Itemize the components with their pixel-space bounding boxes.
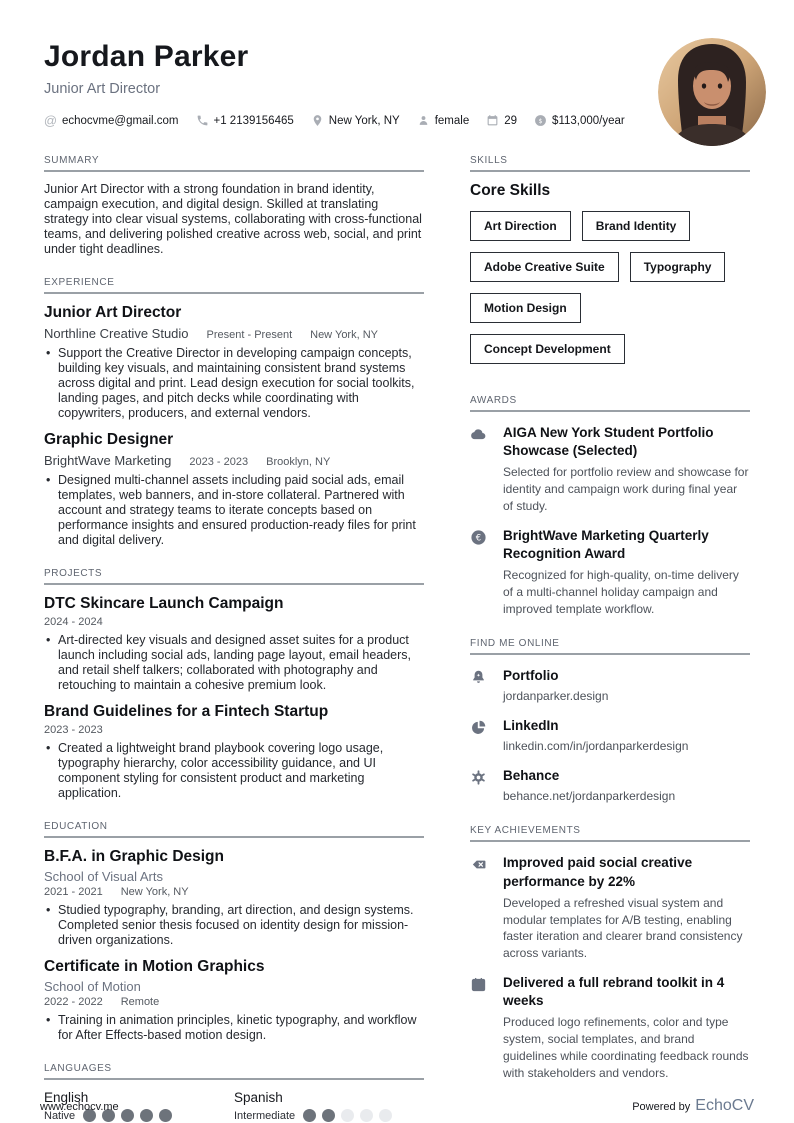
skill-pill: Typography xyxy=(630,252,726,282)
phone-icon xyxy=(196,114,209,127)
contact-phone[interactable] xyxy=(196,114,294,127)
education-bullet: • Studied typography, branding, art direction, and design systems. Completed senior thesis focused on identity design for mission-driven organizations. xyxy=(44,903,424,948)
online-link-label: LinkedIn xyxy=(503,717,559,733)
experience-item xyxy=(44,431,424,548)
svg-text:€: € xyxy=(475,533,482,544)
powered-by xyxy=(632,1097,754,1115)
contact-salary-text: $113,000/year xyxy=(552,114,625,127)
footer xyxy=(40,1097,754,1115)
experience-title: Graphic Designer xyxy=(44,431,174,448)
project-item xyxy=(44,703,424,801)
contact-email-text: echocvme@gmail.com xyxy=(62,114,179,127)
education-location: New York, NY xyxy=(120,886,189,898)
achievement-title: Delivered a full rebrand toolkit in 4 weeks xyxy=(503,974,725,1009)
education-school: School of Motion xyxy=(44,979,141,994)
skills-group-title: Core Skills xyxy=(470,182,551,199)
awards-label: AWARDS xyxy=(470,395,517,406)
section-find-me-online xyxy=(470,638,750,806)
footer-site-url[interactable]: www.echocv.me xyxy=(40,1101,119,1113)
achievement-title: Improved paid social creative performance by 22% xyxy=(503,855,693,889)
calendar-outline-icon xyxy=(470,974,488,1082)
languages-label: LANGUAGES xyxy=(44,1063,112,1074)
experience-title: Junior Art Director xyxy=(44,304,182,321)
education-label: EDUCATION xyxy=(44,821,108,832)
contact-age xyxy=(486,114,517,127)
euro-circle-icon xyxy=(470,527,488,618)
section-rule xyxy=(470,653,750,655)
achievement-desc: Developed a refreshed visual system and modular templates for A/B testing, enabling faster iteration and clearer brand consistency across variants. xyxy=(503,895,743,961)
section-rule xyxy=(470,170,750,172)
summary-label: SUMMARY xyxy=(44,155,100,166)
project-dates: 2024 - 2024 xyxy=(44,616,103,628)
section-summary xyxy=(44,155,424,257)
education-location: Remote xyxy=(120,996,160,1008)
section-rule xyxy=(44,1078,424,1080)
online-link-item xyxy=(470,717,750,755)
experience-company: Northline Creative Studio xyxy=(44,326,189,341)
achievement-item xyxy=(470,854,750,962)
brand-logo-text[interactable]: EchoCV xyxy=(695,1097,754,1114)
svg-text:✦: ✦ xyxy=(476,672,481,679)
project-bullet: • Art-directed key visuals and designed asset suites for a product launch including social ads, landing page layout, email headers, and retail shelf talkers; collaborated with photography and retouching to maintain a cohesive premium look. xyxy=(44,633,424,693)
svg-text:$: $ xyxy=(538,117,543,125)
award-title: AIGA New York Student Portfolio Showcase (Selected) xyxy=(503,425,714,459)
header xyxy=(44,40,750,127)
language-level: Native xyxy=(44,1109,76,1122)
online-label: FIND ME ONLINE xyxy=(470,637,560,649)
section-rule xyxy=(44,170,424,172)
section-skills xyxy=(470,155,750,375)
education-degree: B.F.A. in Graphic Design xyxy=(44,848,224,865)
project-title: Brand Guidelines for a Fintech Startup xyxy=(44,703,329,720)
education-bullet: • Training in animation principles, kinetic typography, and workflow for After Effects-based motion design. xyxy=(44,1013,424,1043)
contact-location xyxy=(311,114,400,127)
award-title: BrightWave Marketing Quarterly Recognition Award xyxy=(503,527,709,562)
page-title: Jordan Parker xyxy=(44,40,249,73)
project-item xyxy=(44,595,424,693)
section-rule xyxy=(470,840,750,842)
experience-bullet: • Designed multi-channel assets including paid social ads, email templates, web banners, and in-store collateral. Partnered with account and strategy teams to iterate concepts based on performance insights and ensured production-ready files for print and digital delivery. xyxy=(44,473,424,548)
skill-pill: Brand Identity xyxy=(582,211,691,241)
online-link-label: Behance xyxy=(503,768,560,784)
left-column xyxy=(44,155,424,1122)
experience-item xyxy=(44,304,424,421)
calendar-icon xyxy=(486,114,499,127)
experience-location: New York, NY xyxy=(310,329,378,341)
tag-x-icon xyxy=(470,854,488,962)
education-item xyxy=(44,848,424,948)
avatar xyxy=(658,38,766,146)
skill-pill: Adobe Creative Suite xyxy=(470,252,619,282)
bell-icon xyxy=(470,667,488,705)
skill-pill: Motion Design xyxy=(470,293,581,323)
contact-location-text: New York, NY xyxy=(328,114,400,127)
powered-by-prefix: Powered by xyxy=(632,1101,691,1113)
experience-dates: 2023 - 2023 xyxy=(189,456,249,468)
contact-gender-text: female xyxy=(434,114,470,127)
education-item xyxy=(44,958,424,1043)
at-icon: @ xyxy=(43,113,58,128)
summary-text: Junior Art Director with a strong foundation in brand identity, campaign execution, and digital design. Skilled at translating strategy into clear visual systems, collaborating with cross-functional teams, and delivering polished creative across web, social, and print under tight deadlines. xyxy=(44,182,422,256)
dollar-circle-icon xyxy=(534,114,547,127)
skill-pills xyxy=(470,211,750,375)
projects-label: PROJECTS xyxy=(44,568,103,579)
award-item xyxy=(470,527,750,618)
education-dates: 2021 - 2021 xyxy=(44,886,103,898)
contact-salary xyxy=(534,114,625,127)
education-degree: Certificate in Motion Graphics xyxy=(44,958,265,975)
location-pin-icon xyxy=(311,114,324,127)
experience-company: BrightWave Marketing xyxy=(44,453,172,468)
award-desc: Selected for portfolio review and showcase for identity and campaign work during final year of study. xyxy=(503,465,749,514)
online-link-label: Portfolio xyxy=(503,667,559,683)
education-school: School of Visual Arts xyxy=(44,869,163,884)
online-link-item xyxy=(470,767,750,805)
person-icon xyxy=(417,114,430,127)
award-item xyxy=(470,424,750,515)
section-rule xyxy=(470,410,750,412)
project-bullet: • Created a lightweight brand playbook covering logo usage, typography hierarchy, color accessibility guidance, and UI component styling for consistent product and marketing application. xyxy=(44,741,424,801)
language-name: Spanish xyxy=(234,1090,283,1105)
award-desc: Recognized for high-quality, on-time delivery of a multi-channel holiday campaign and improved template workflow. xyxy=(503,568,739,616)
contact-email[interactable] xyxy=(44,114,179,127)
section-key-achievements xyxy=(470,825,750,1081)
section-awards xyxy=(470,395,750,618)
gear-icon xyxy=(470,767,488,805)
online-link-url[interactable]: linkedin.com/in/jordanparkerdesign xyxy=(503,739,689,754)
section-rule xyxy=(44,292,424,294)
achievements-label: KEY ACHIEVEMENTS xyxy=(470,825,581,837)
section-education xyxy=(44,821,424,1043)
achievement-item xyxy=(470,974,750,1082)
right-column xyxy=(470,155,750,1122)
education-dates: 2022 - 2022 xyxy=(44,996,103,1008)
contact-gender xyxy=(417,114,470,127)
section-rule xyxy=(44,583,424,585)
language-name: English xyxy=(44,1090,89,1105)
skill-pill: Concept Development xyxy=(470,334,625,364)
contact-row xyxy=(44,114,750,127)
experience-dates: Present - Present xyxy=(206,329,293,341)
contact-phone-text: +1 2139156465 xyxy=(213,114,294,127)
section-experience xyxy=(44,277,424,548)
experience-label: EXPERIENCE xyxy=(44,277,115,288)
job-subtitle: Junior Art Director xyxy=(44,81,161,97)
online-link-url[interactable]: behance.net/jordanparkerdesign xyxy=(503,789,676,804)
language-level: Intermediate xyxy=(234,1109,296,1122)
section-rule xyxy=(44,836,424,838)
section-projects xyxy=(44,568,424,801)
experience-location: Brooklyn, NY xyxy=(266,456,331,468)
project-title: DTC Skincare Launch Campaign xyxy=(44,595,284,612)
skill-pill: Art Direction xyxy=(470,211,571,241)
contact-age-text: 29 xyxy=(504,114,518,127)
project-dates: 2023 - 2023 xyxy=(44,724,103,736)
avatar-photo-illustration xyxy=(658,38,766,146)
skills-label: SKILLS xyxy=(470,155,508,166)
online-link-item xyxy=(470,667,750,705)
pie-chart-icon xyxy=(470,717,488,755)
online-link-url[interactable]: jordanparker.design xyxy=(503,688,609,703)
cloud-icon xyxy=(470,424,488,515)
achievement-desc: Produced logo refinements, color and type system, social templates, and brand guidelines while coordinating feedback rounds with stakeholders and vendors. xyxy=(503,1015,749,1080)
experience-bullet: • Support the Creative Director in developing campaign concepts, building key visuals, and maintaining consistent brand systems across digital and print. Lead design execution for social toolkits, landing pages, and pitch decks while coordinating with copywriters, producers, and external vendors. xyxy=(44,346,424,421)
